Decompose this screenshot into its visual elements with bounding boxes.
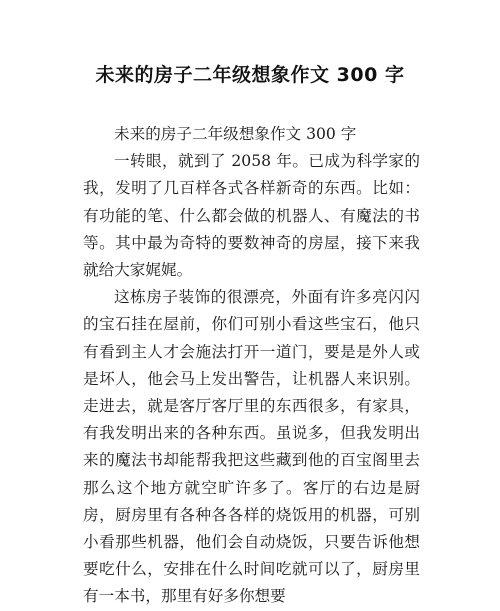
document-body <box>83 121 420 611</box>
document-subtitle: 未来的房子二年级想象作文 300 字 <box>114 125 357 143</box>
document-title: 未来的房子二年级想象作文 300 字 <box>95 64 405 86</box>
paragraph: 这栋房子装饰的很漂亮，外面有许多亮闪闪的宝石挂在屋前，你们可别小看这些宝石，他只有看到主人才会施法打开一道门，要是是外人或是坏人，他会马上发出警告，让机器人来识别。走进去，就是客厅客厅里的东西很多，有家具，有我发明出来的各种东西。虽说多，但我发明出来的魔法书却能帮我把这些藏到他的百宝阁里去那么这个地方就空旷许多了。客厅的右边是厨房，厨房里有各种各各样的烧饭用的机器，可别小看那些机器，他们会自动烧饭，只要告诉他想要吃什么，安排在什么时间吃就可以了，厨房里有一本书，那里有好多你想要 <box>83 288 420 606</box>
paragraph: 一转眼，就到了 2058 年。已成为科学家的我，发明了几百样各式各样新奇的东西。比如：有功能的笔、什么都会做的机器人、有魔法的书等。其中最为奇特的要数神奇的房屋，接下来我就给大家娓娓。 <box>83 152 420 280</box>
